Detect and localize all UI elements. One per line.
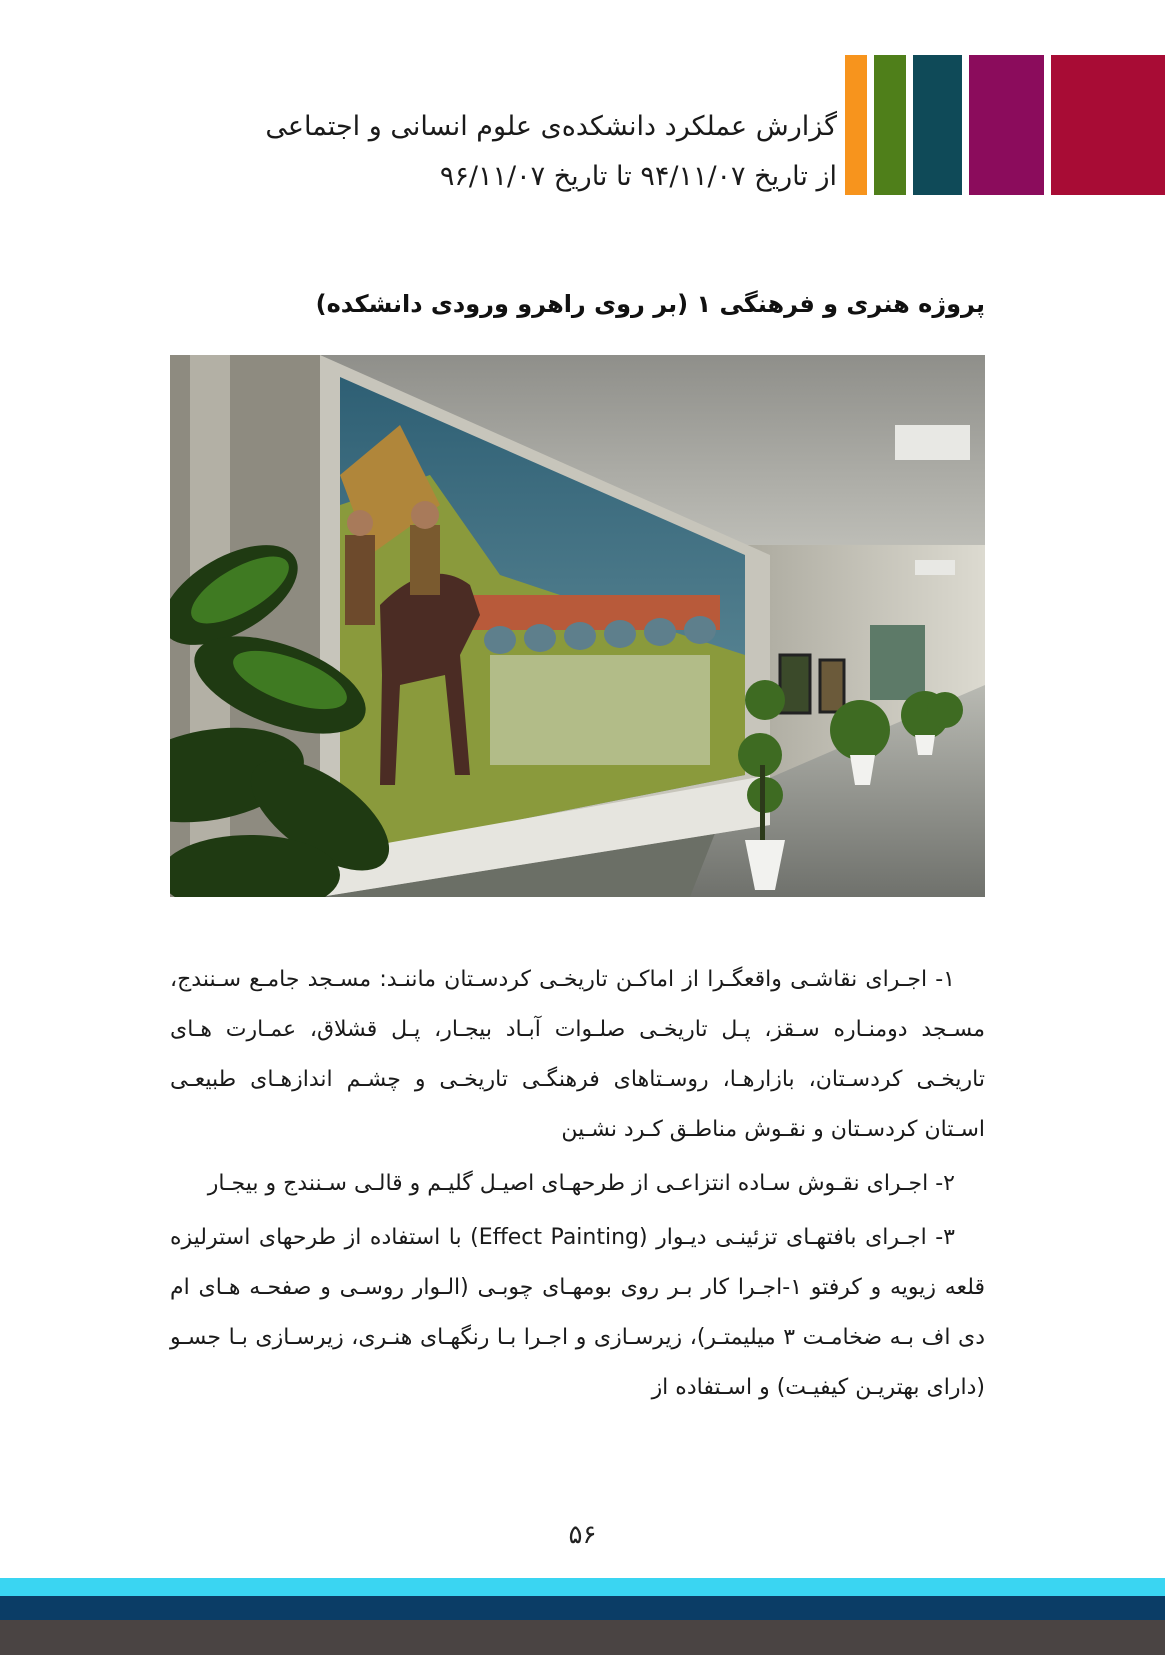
body-text (170, 955, 985, 1417)
header-bar-green (874, 55, 906, 195)
section-title: پروژه هنری و فرهنگی ۱ (بر روی راهرو ورودی دانشکده) (315, 290, 985, 318)
mural-photo-illustration (170, 355, 985, 897)
mural-photo (170, 355, 985, 897)
footer-band-gray (0, 1620, 1165, 1655)
footer-band-navy (0, 1596, 1165, 1620)
header-bar-orange (845, 55, 867, 195)
body-paragraph-2: ۲- اجـرای نقـوش سـاده انتزاعـی از طرحهـای اصیـل گلیـم و قالـی سـنندج و بیجـار (207, 1171, 955, 1196)
footer-band-light (0, 1578, 1165, 1596)
header-bar-magenta (969, 55, 1044, 195)
header-bar-teal (913, 55, 962, 195)
body-paragraph-3: ۳- اجـرای بافتهـای تزئینـی دیـوار (Effect Painting) با استفاده از طرحهای استرلیزه قلعه زیویه و کرفتو ۱-اجـرا کار بـر روی بومهـای چوبـی (الـوار روسـی و صفحـه هـای ام دی اف بـه ضخامـت ۳ میلیمتـر)، زیرسـازی و اجـرا بـا رنگهـای هنـری، زیرسـازی بـا جسـو (دارای بهتریـن کیفیـت) و اسـتفاده از (170, 1225, 986, 1400)
header-title-line2: از تاریخ ۹۴/۱۱/۰۷ تا تاریخ ۹۶/۱۱/۰۷ (439, 161, 837, 192)
header-title (137, 102, 837, 202)
header-bar-crimson (1051, 55, 1165, 195)
header-title-line1: گزارش عملکرد دانشکده‌ی علوم انسانی و اجتماعی (265, 111, 837, 142)
body-paragraph-1: ۱- اجـرای نقاشـی واقعگـرا از اماکـن تاریخـی کردسـتان ماننـد: مسـجد جامـع سـنندج، مسـجد دومنـاره سـقز، پـل تاریخـی صلـوات آبـاد بیجـار، پـل قشلاق، عمـارت هـای تاریخـی کردسـتان، بازارهـا، روسـتاهای فرهنگـی تاریخـی و چشـم اندازهـای طبیعـی اسـتان کردسـتان و نقـوش مناطـق کـرد نشـین (170, 967, 985, 1142)
page-number: ۵۶ (568, 1520, 597, 1550)
